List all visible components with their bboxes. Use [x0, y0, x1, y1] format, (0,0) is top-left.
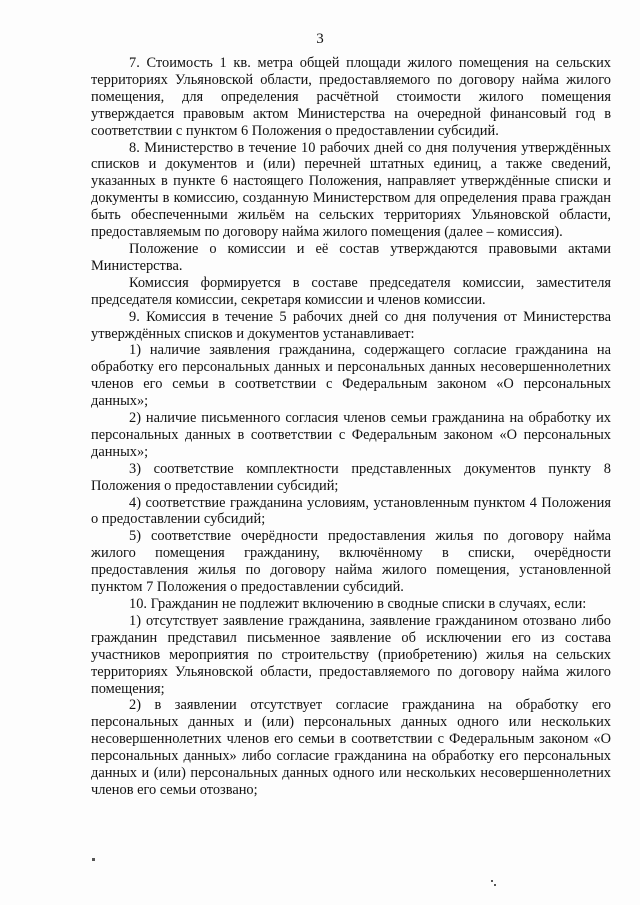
document-body: [91, 55, 611, 799]
list-item-9-1: 1) наличие заявления гражданина, содержащего согласие гражданина на обработку его персональных данных и персональных данных несовершеннолетних членов его семьи в соответствии с Федеральным законом «О персональных данных»;: [91, 342, 611, 410]
page-number: 3: [316, 31, 324, 47]
paragraph-7-cost: 7. Стоимость 1 кв. метра общей площади жилого помещения на сельских территориях Ульяновской области, предоставляемого по договору найма жилого помещения, для определения расчётной стоимости жилого помещения утверждается правовым актом Министерства на очередной финансовый год в соответствии с пунктом 6 Положения о предоставлении субсидий.: [91, 55, 611, 139]
list-item-9-3: 3) соответствие комплектности представленных документов пункту 8 Положения о предоставлении субсидий;: [91, 460, 611, 494]
scan-speck: [92, 858, 95, 861]
list-item-9-4: 4) соответствие гражданина условиям, установленным пунктом 4 Положения о предоставлении субсидий;: [91, 494, 611, 528]
paragraph-10-exclusion: 10. Гражданин не подлежит включению в сводные списки в случаях, если:: [129, 596, 587, 612]
list-item-9-5: 5) соответствие очерёдности предоставления жилья по договору найма жилого помещения гражданину, включённому в списки, очерёдности предоставления жилья по договору найма жилого помещения, установленной пунктом 7 Положения о предоставлении субсидий.: [91, 528, 611, 596]
list-item-10-2: 2) в заявлении отсутствует согласие гражданина на обработку его персональных данных и (или) персональных данных одного или нескольких несовершеннолетних членов его семьи в соответствии с Федеральным законом «О персональных данных» либо согласие гражданина на обработку его персональных данных и (или) персональных данных одного или нескольких несовершеннолетних членов его семьи отозвано;: [91, 697, 611, 798]
scan-speck: [491, 880, 493, 882]
list-item-9-2: 2) наличие письменного согласия членов семьи гражданина на обработку их персональных данных в соответствии с Федеральным законом «О персональных данных»;: [91, 410, 611, 460]
scan-speck: [494, 884, 496, 886]
paragraph-commission-statute: Положение о комиссии и её состав утверждаются правовыми актами Министерства.: [91, 240, 611, 274]
paragraph-commission-composition: Комиссия формируется в составе председателя комиссии, заместителя председателя комиссии, секретаря комиссии и членов комиссии.: [91, 274, 611, 308]
paragraph-8-ministry: 8. Министерство в течение 10 рабочих дней со дня получения утверждённых списков и документов и (или) перечней штатных единиц, а также сведений, указанных в пункте 6 настоящего Положения, направляет утверждённые списки и документы в комиссию, созданную Министерством для определения права граждан быть обеспеченными жильём на сельских территориях Ульяновской области, предоставляемым по договору найма жилого помещения (далее – комиссия).: [91, 139, 611, 241]
list-item-10-1: 1) отсутствует заявление гражданина, заявление гражданином отозвано либо гражданин представил письменное заявление об исключении его из состава участников мероприятия по строительству (приобретению) жилья на сельских территориях Ульяновской области, предоставляемого по договору найма жилого помещения;: [91, 612, 611, 697]
paragraph-9-commission: 9. Комиссия в течение 5 рабочих дней со дня получения от Министерства утверждённых списков и документов устанавливает:: [91, 308, 611, 342]
